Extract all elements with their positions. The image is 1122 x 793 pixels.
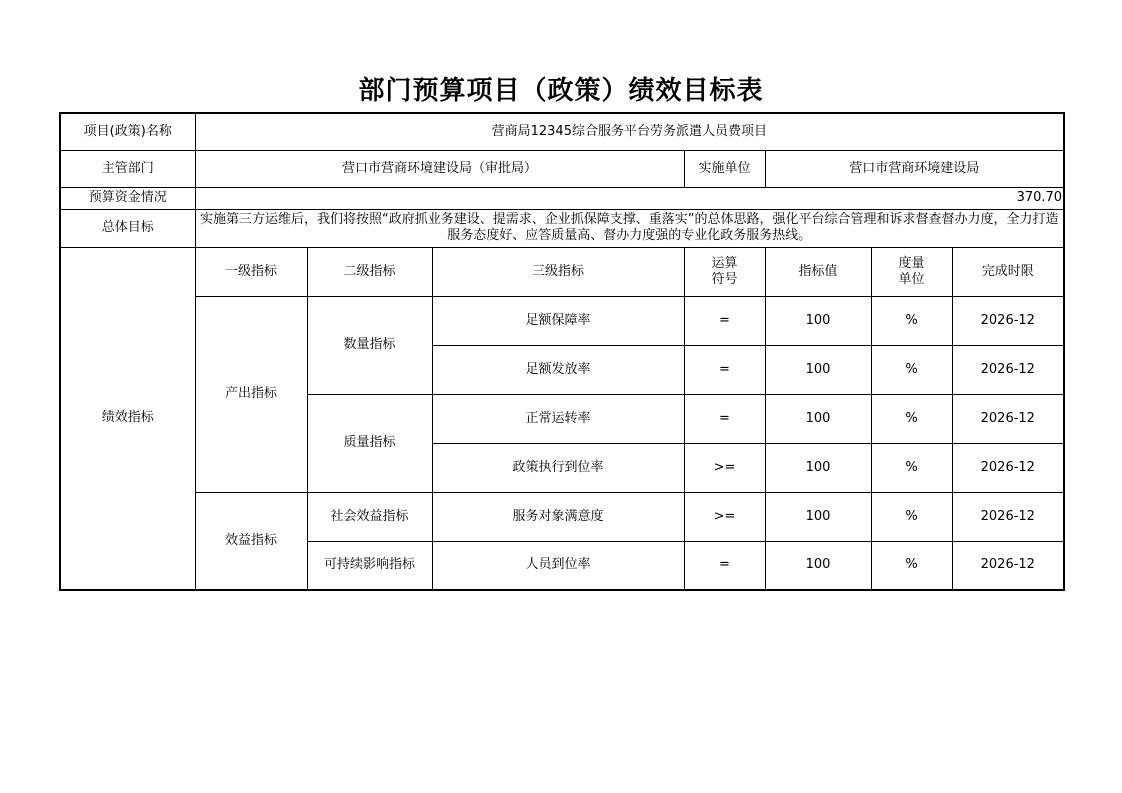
indicator-unit: % bbox=[871, 541, 952, 590]
page-title: 部门预算项目（政策）绩效目标表 bbox=[358, 76, 764, 106]
indicator-name: 足额保障率 bbox=[432, 296, 684, 345]
indicator-name: 政策执行到位率 bbox=[432, 443, 684, 492]
indicator-name: 正常运转率 bbox=[432, 394, 684, 443]
header-level3: 三级指标 bbox=[432, 247, 684, 296]
indicator-name: 人员到位率 bbox=[432, 541, 684, 590]
perf-label: 绩效指标 bbox=[60, 247, 195, 590]
header-value: 指标值 bbox=[765, 247, 871, 296]
row-headers bbox=[60, 247, 1064, 296]
header-op-line2: 符号 bbox=[711, 271, 738, 287]
header-level2: 二级指标 bbox=[307, 247, 432, 296]
header-deadline: 完成时限 bbox=[952, 247, 1064, 296]
header-unit-line2: 单位 bbox=[898, 271, 925, 287]
indicator-op: >= bbox=[684, 492, 765, 541]
group-social: 社会效益指标 bbox=[307, 492, 432, 541]
indicator-value: 100 bbox=[765, 394, 871, 443]
group-benefit: 效益指标 bbox=[195, 492, 307, 590]
group-quality: 质量指标 bbox=[307, 394, 432, 492]
header-unit bbox=[871, 247, 952, 296]
indicator-value: 100 bbox=[765, 345, 871, 394]
indicator-unit: % bbox=[871, 394, 952, 443]
indicator-unit: % bbox=[871, 345, 952, 394]
budget-label: 预算资金情况 bbox=[60, 187, 195, 209]
impl-label: 实施单位 bbox=[684, 150, 765, 187]
indicator-name: 服务对象满意度 bbox=[432, 492, 684, 541]
indicator-deadline: 2026-12 bbox=[952, 443, 1064, 492]
indicator-value: 100 bbox=[765, 492, 871, 541]
dept-label: 主管部门 bbox=[60, 150, 195, 187]
group-quantity: 数量指标 bbox=[307, 296, 432, 394]
budget-value: 370.70 bbox=[195, 187, 1064, 209]
project-name-value: 营商局12345综合服务平台劳务派遣人员费项目 bbox=[195, 113, 1064, 150]
indicator-value: 100 bbox=[765, 443, 871, 492]
indicator-deadline: 2026-12 bbox=[952, 345, 1064, 394]
indicator-deadline: 2026-12 bbox=[952, 394, 1064, 443]
impl-value: 营口市营商环境建设局 bbox=[765, 150, 1064, 187]
table-row bbox=[60, 492, 1064, 541]
indicator-deadline: 2026-12 bbox=[952, 296, 1064, 345]
project-name-label: 项目(政策)名称 bbox=[60, 113, 195, 150]
indicator-op: = bbox=[684, 394, 765, 443]
table-row bbox=[60, 296, 1064, 345]
indicator-unit: % bbox=[871, 443, 952, 492]
group-output: 产出指标 bbox=[195, 296, 307, 492]
indicator-op: = bbox=[684, 541, 765, 590]
indicator-value: 100 bbox=[765, 296, 871, 345]
indicator-op: = bbox=[684, 345, 765, 394]
indicator-op: >= bbox=[684, 443, 765, 492]
header-op bbox=[684, 247, 765, 296]
goal-label: 总体目标 bbox=[60, 209, 195, 247]
indicator-deadline: 2026-12 bbox=[952, 492, 1064, 541]
row-project-name bbox=[60, 113, 1064, 150]
indicator-unit: % bbox=[871, 296, 952, 345]
group-sustain: 可持续影响指标 bbox=[307, 541, 432, 590]
indicator-value: 100 bbox=[765, 541, 871, 590]
indicator-unit: % bbox=[871, 492, 952, 541]
performance-table bbox=[59, 112, 1065, 591]
row-department bbox=[60, 150, 1064, 187]
dept-value: 营口市营商环境建设局（审批局） bbox=[195, 150, 684, 187]
goal-value: 实施第三方运维后，我们将按照“政府抓业务建设、提需求、企业抓保障支撑、重落实”的总体思路，强化平台综合管理和诉求督查督办力度，全力打造服务态度好、应答质量高、督办力度强的专业化政务服务热线。 bbox=[195, 209, 1064, 247]
row-goal bbox=[60, 209, 1064, 247]
header-op-line1: 运算 bbox=[711, 255, 738, 271]
indicator-name: 足额发放率 bbox=[432, 345, 684, 394]
header-level1: 一级指标 bbox=[195, 247, 307, 296]
row-budget bbox=[60, 187, 1064, 209]
indicator-op: = bbox=[684, 296, 765, 345]
header-unit-line1: 度量 bbox=[898, 255, 925, 271]
indicator-deadline: 2026-12 bbox=[952, 541, 1064, 590]
